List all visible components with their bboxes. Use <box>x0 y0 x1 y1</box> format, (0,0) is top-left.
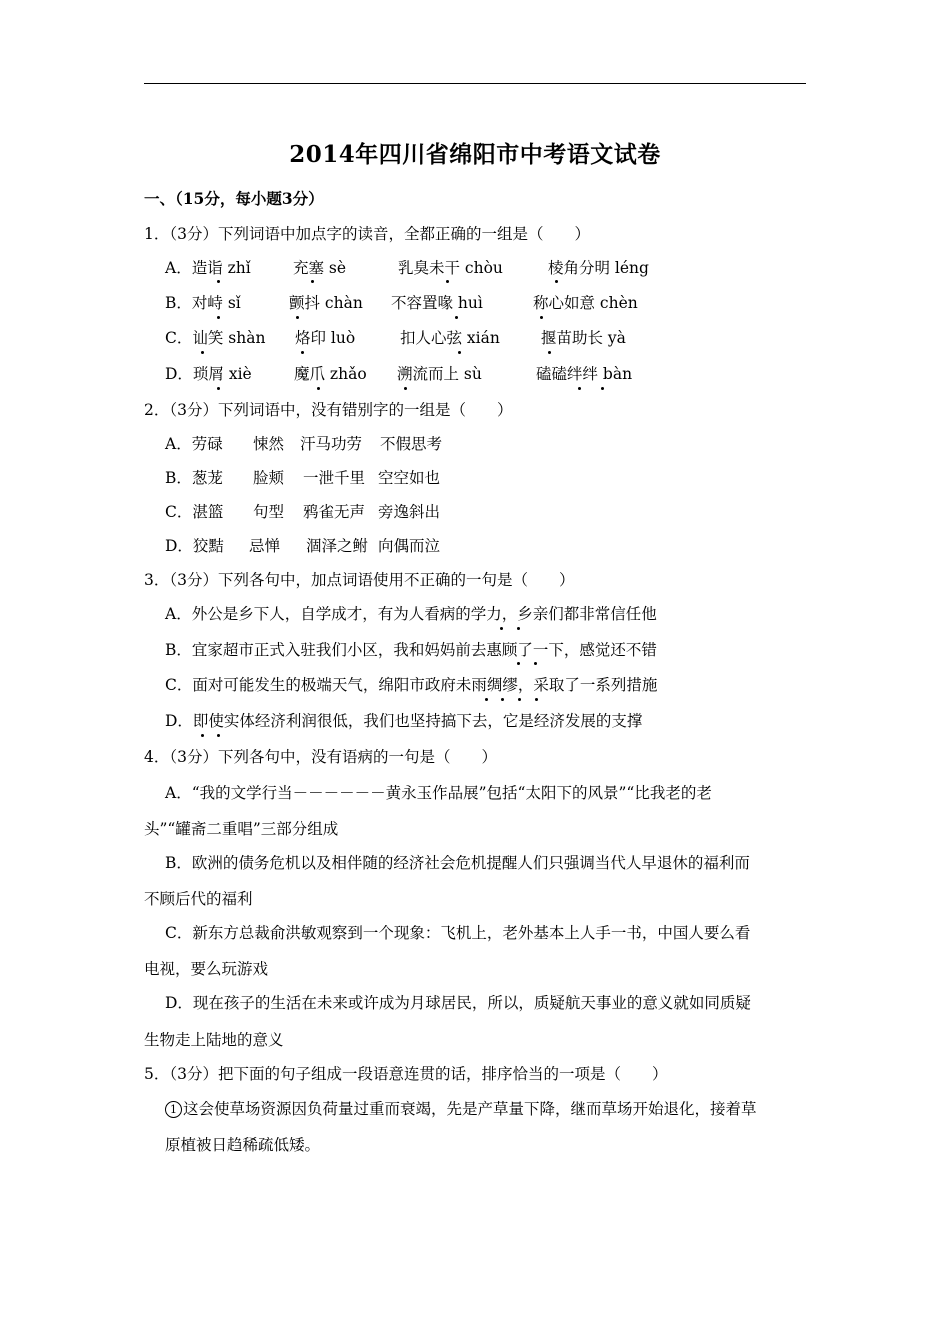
q3-option-c: C．面对可能发生的极端天气，绵阳市政府未雨绸缪，采取了一系列措施 <box>165 676 658 694</box>
q1-stem: 1．（3分）下列词语中加点字的读音，全都正确的一组是（ ） <box>144 225 590 243</box>
q1-a-4: 棱角分明 léng <box>548 259 649 277</box>
q2-a-4: 不假思考 <box>380 435 443 453</box>
q1-c-4: 揠苗助长 yà <box>541 329 626 347</box>
q1-b-2: 颤抖 chàn <box>289 294 363 312</box>
q2-a-1: A．劳碌 <box>165 435 223 453</box>
q1-c-1: C．讪笑 shàn <box>165 329 266 347</box>
header-rule <box>144 83 806 84</box>
q5-sentence-1-line1 <box>165 1099 757 1119</box>
q2-b-1: B．葱茏 <box>165 469 223 487</box>
q4-option-d-line2: 生物走上陆地的意义 <box>144 1031 284 1049</box>
page-title: 2014年四川省绵阳市中考语文试卷 <box>289 141 661 168</box>
q1-c-3: 扣人心弦 xián <box>400 329 500 347</box>
q2-c-3: 鸦雀无声 <box>303 503 366 521</box>
q1-b-4: 称心如意 chèn <box>533 294 638 312</box>
q2-stem: 2．（3分）下列词语中，没有错别字的一组是（ ） <box>144 401 513 419</box>
q1-c-2: 烙印 luò <box>295 329 356 347</box>
q5-sentence-1-text: 这会使草场资源因负荷量过重而衰竭，先是产草量下降，继而草场开始退化，接着草 <box>183 1100 757 1118</box>
q4-option-c-line2: 电视，要么玩游戏 <box>144 960 269 978</box>
q1-a-1: A．造诣 zhǐ <box>165 259 251 277</box>
q2-c-4: 旁逸斜出 <box>378 503 441 521</box>
q4-option-a-line2: 头”“罐斋二重唱”三部分组成 <box>144 820 339 838</box>
q4-option-c-line1: C．新东方总裁俞洪敏观察到一个现象：飞机上，老外基本上人手一书，中国人要么看 <box>165 924 751 942</box>
q2-d-4: 向偶而泣 <box>378 537 441 555</box>
q4-option-a-line1: A．“我的文学行当－－－－－－黄永玉作品展”包括“太阳下的风景”“比我老的老 <box>165 784 712 802</box>
q1-a-2: 充塞 sè <box>293 259 347 277</box>
q1-d-3: 溯流而上 sù <box>397 365 482 383</box>
q4-option-b-line2: 不顾后代的福利 <box>144 890 253 908</box>
q2-d-2: 忌惮 <box>249 537 281 555</box>
q2-b-2: 脸颊 <box>253 469 285 487</box>
q2-d-1: D．狡黠 <box>165 537 224 555</box>
q3-option-d: D．即使实体经济利润很低，我们也坚持搞下去，它是经济发展的支撑 <box>165 712 643 730</box>
q2-a-2: 悚然 <box>253 435 285 453</box>
q1-b-3: 不容置喙 huì <box>391 294 483 312</box>
q3-option-b: B．宜家超市正式入驻我们小区，我和妈妈前去惠顾了一下，感觉还不错 <box>165 641 657 659</box>
q2-a-3: 汗马功劳 <box>300 435 363 453</box>
q3-option-a: A．外公是乡下人，自学成才，有为人看病的学力，乡亲们都非常信任他 <box>165 605 657 623</box>
q5-stem: 5．（3分）把下面的句子组成一段语意连贯的话，排序恰当的一项是（ ） <box>144 1065 668 1083</box>
q2-c-2: 句型 <box>253 503 285 521</box>
circled-number-1: 1 <box>165 1101 182 1118</box>
q1-a-3: 乳臭未干 chòu <box>398 259 503 277</box>
q4-stem: 4．（3分）下列各句中，没有语病的一句是（ ） <box>144 748 497 766</box>
q1-d-2: 魔爪 zhǎo <box>294 365 367 383</box>
q5-sentence-1-line2: 原植被日趋稀疏低矮。 <box>165 1136 321 1154</box>
q4-option-d-line1: D．现在孩子的生活在未来或许成为月球居民，所以，质疑航天事业的意义就如同质疑 <box>165 994 751 1012</box>
q1-d-1: D．琐屑 xiè <box>165 365 252 383</box>
q2-c-1: C．湛篮 <box>165 503 224 521</box>
q2-d-3: 涸泽之鲋 <box>306 537 369 555</box>
q1-d-4: 磕磕绊绊 bàn <box>536 365 633 383</box>
q3-stem: 3．（3分）下列各句中，加点词语使用不正确的一句是（ ） <box>144 571 575 589</box>
q2-b-4: 空空如也 <box>378 469 441 487</box>
section-heading: 一、（15分，每小题3分） <box>144 189 324 208</box>
q2-b-3: 一泄千里 <box>303 469 366 487</box>
q1-b-1: B．对峙 sǐ <box>165 294 241 312</box>
q4-option-b-line1: B．欧洲的债务危机以及相伴随的经济社会危机提醒人们只强调当代人早退休的福利而 <box>165 854 750 872</box>
